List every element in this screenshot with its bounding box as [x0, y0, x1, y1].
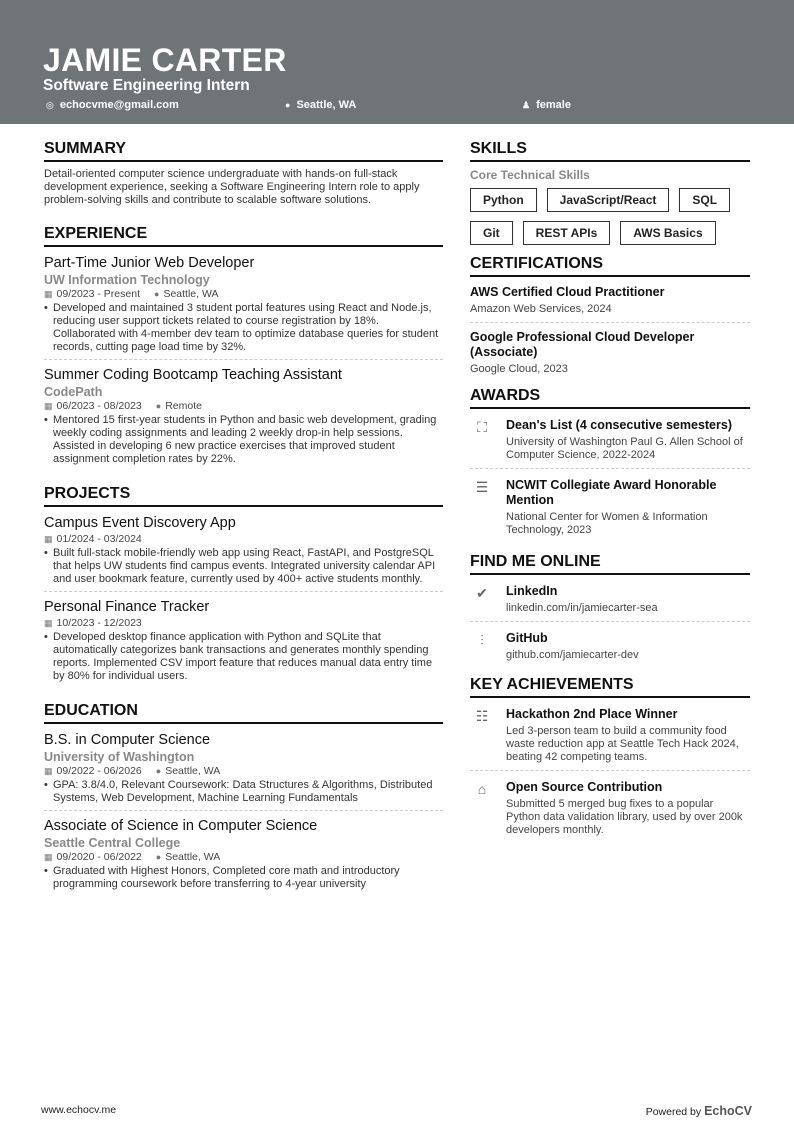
section-heading-experience: EXPERIENCE — [44, 225, 443, 247]
email-icon: ◎ — [46, 99, 54, 110]
achievement-title: Open Source Contribution — [506, 780, 663, 794]
dates: 01/2024 - 03/2024 — [56, 533, 142, 545]
online-profile-item[interactable] — [470, 581, 750, 622]
right-column — [470, 140, 750, 849]
degree: B.S. in Computer Science — [44, 732, 211, 748]
achievement-item — [470, 704, 750, 771]
calendar-icon: ▦ — [44, 618, 53, 628]
check-circle-icon: ✔ — [476, 585, 488, 601]
project-item — [44, 513, 443, 592]
bullet: • Mentored 15 first-year students in Python and basic web development, grading weekly coding assignments and leading 2 weekly drop-in help sessions. Assisted in developing 6 new practice exercises that improved student assignment completion rates by 22%. — [44, 414, 443, 466]
degree: Associate of Science in Computer Science — [44, 818, 318, 834]
powered-by-label: Powered by — [645, 1106, 702, 1118]
company: CodePath — [44, 385, 103, 399]
achievement-detail: Led 3-person team to build a community food waste reduction app at Seattle Tech Hack 2024, beating 42 competing teams. — [506, 725, 739, 763]
calendar-icon: ▦ — [44, 766, 53, 776]
school: University of Washington — [44, 750, 195, 764]
location: Seattle, WA — [163, 288, 219, 300]
award-item — [470, 415, 750, 469]
skill-list — [470, 188, 750, 245]
location: Seattle, WA — [165, 765, 221, 777]
certification-item — [470, 328, 750, 381]
award-title: Dean's List (4 consecutive semesters) — [506, 418, 732, 432]
award-detail: National Center for Women & Information Technology, 2023 — [506, 511, 708, 536]
online-profile-item[interactable] — [470, 628, 750, 668]
school: Seattle Central College — [44, 836, 181, 850]
skill-chip: Git — [470, 221, 513, 245]
section-heading-certifications: CERTIFICATIONS — [470, 255, 750, 277]
resume-header — [0, 0, 794, 124]
calendar-icon: ▦ — [44, 401, 53, 411]
certification-item — [470, 283, 750, 323]
location: Seattle, WA — [165, 851, 221, 863]
location: Remote — [165, 400, 202, 412]
award-title: NCWIT Collegiate Award Honorable Mention — [506, 478, 717, 507]
section-heading-projects: PROJECTS — [44, 485, 443, 507]
skill-chip: Python — [470, 188, 537, 212]
job-title: Part-Time Junior Web Developer — [44, 255, 255, 271]
database-icon: ☷ — [475, 708, 489, 724]
skill-chip: SQL — [679, 188, 730, 212]
certification-issuer: Google Cloud, 2023 — [470, 363, 568, 375]
achievement-detail: Submitted 5 merged bug fixes to a popular Python data validation library, used by over 200k developers monthly. — [506, 798, 743, 836]
certification-title: AWS Certified Cloud Practitioner — [470, 285, 665, 299]
section-heading-achievements: KEY ACHIEVEMENTS — [470, 676, 750, 698]
brand-name: EchoCV — [704, 1104, 752, 1118]
location-pin-icon: ● — [155, 852, 162, 862]
cake-icon: ☰ — [475, 479, 489, 495]
summary-text: Detail-oriented computer science undergraduate with hands-on full-stack development experience, seeking a Software Engineering Intern role to apply problem-solving skills and contribute to scalable software solutions. — [44, 168, 420, 206]
dates: 09/2020 - 06/2022 — [56, 851, 142, 863]
email[interactable]: echocvme@gmail.com — [59, 99, 179, 111]
profile-name: LinkedIn — [506, 584, 558, 598]
certification-title: Google Professional Cloud Developer (Associate) — [470, 330, 695, 359]
dates: 10/2023 - 12/2023 — [56, 617, 142, 629]
footer-powered[interactable] — [646, 1104, 752, 1118]
location: Seattle, WA — [296, 99, 357, 111]
education-item — [44, 730, 443, 811]
project-title: Campus Event Discovery App — [44, 515, 236, 531]
location-pin-icon: ● — [155, 766, 162, 776]
section-heading-online: FIND ME ONLINE — [470, 553, 750, 575]
profile-url[interactable]: github.com/jamiecarter-dev — [506, 649, 639, 661]
skill-chip: JavaScript/React — [547, 188, 670, 212]
user-icon: ♟ — [522, 99, 531, 110]
project-title: Personal Finance Tracker — [44, 599, 210, 615]
dates: 09/2023 - Present — [56, 288, 140, 300]
sliders-icon: ⫶ — [480, 632, 484, 648]
skills-subheading: Core Technical Skills — [470, 168, 590, 182]
store-icon: ⌂ — [477, 781, 487, 797]
profile-url[interactable]: linkedin.com/in/jamiecarter-sea — [506, 602, 658, 614]
section-heading-awards: AWARDS — [470, 387, 750, 409]
gender: female — [536, 99, 571, 111]
location-pin-icon: ● — [285, 100, 291, 110]
bullet: • Built full-stack mobile-friendly web app using React, FastAPI, and PostgreSQL that helps UW students find campus events. Integrated university calendar API and user bookmark feature, currently used by 400+ active students monthly. — [44, 547, 443, 586]
bullet: • Graduated with Highest Honors, Completed core math and introductory programming coursework before transferring to 4-year university — [44, 865, 443, 891]
skill-chip: AWS Basics — [620, 221, 715, 245]
section-heading-education: EDUCATION — [44, 702, 443, 724]
left-column — [44, 140, 443, 901]
dates: 06/2023 - 08/2023 — [56, 400, 142, 412]
award-detail: University of Washington Paul G. Allen School of Computer Science, 2022-2024 — [506, 436, 743, 461]
achievement-item — [470, 777, 750, 843]
bullet: • Developed and maintained 3 student portal features using React and Node.js, reducing user support tickets related to course registration by 18%. Collaborated with 4-member dev team to optimize database queries for student records, cutting page load time by 32%. — [44, 302, 443, 354]
candidate-name: JAMIE CARTER — [43, 42, 287, 78]
footer-site[interactable]: www.echocv.me — [41, 1104, 117, 1116]
company: UW Information Technology — [44, 273, 210, 287]
profile-name: GitHub — [506, 631, 548, 645]
experience-item — [44, 253, 443, 360]
experience-item — [44, 365, 443, 471]
job-title: Summer Coding Bootcamp Teaching Assistant — [44, 367, 342, 383]
award-item — [470, 475, 750, 543]
bullet: • Developed desktop finance application with Python and SQLite that automatically categorizes bank transactions and generates monthly spending reports. Implemented CSV import feature that reduces manual data entry time by 80% for individual users. — [44, 631, 443, 683]
section-heading-skills: SKILLS — [470, 140, 750, 162]
achievement-title: Hackathon 2nd Place Winner — [506, 707, 678, 721]
bullet: • GPA: 3.8/4.0, Relevant Coursework: Data Structures & Algorithms, Distributed Systems, Web Development, Machine Learning Fundamentals — [44, 779, 443, 805]
calendar-icon: ▦ — [44, 534, 53, 544]
candidate-title: Software Engineering Intern — [43, 77, 250, 94]
location-pin-icon: ● — [154, 289, 160, 299]
calendar-icon: ▦ — [44, 852, 53, 862]
calendar-icon: ▦ — [44, 289, 53, 299]
dates: 09/2022 - 06/2026 — [56, 765, 142, 777]
education-item — [44, 816, 443, 896]
certification-issuer: Amazon Web Services, 2024 — [470, 303, 612, 315]
location-pin-icon: ● — [155, 401, 162, 411]
section-heading-summary: SUMMARY — [44, 140, 443, 162]
project-item — [44, 597, 443, 688]
skill-chip: REST APIs — [523, 221, 611, 245]
medal-icon: ⛶ — [477, 419, 487, 435]
